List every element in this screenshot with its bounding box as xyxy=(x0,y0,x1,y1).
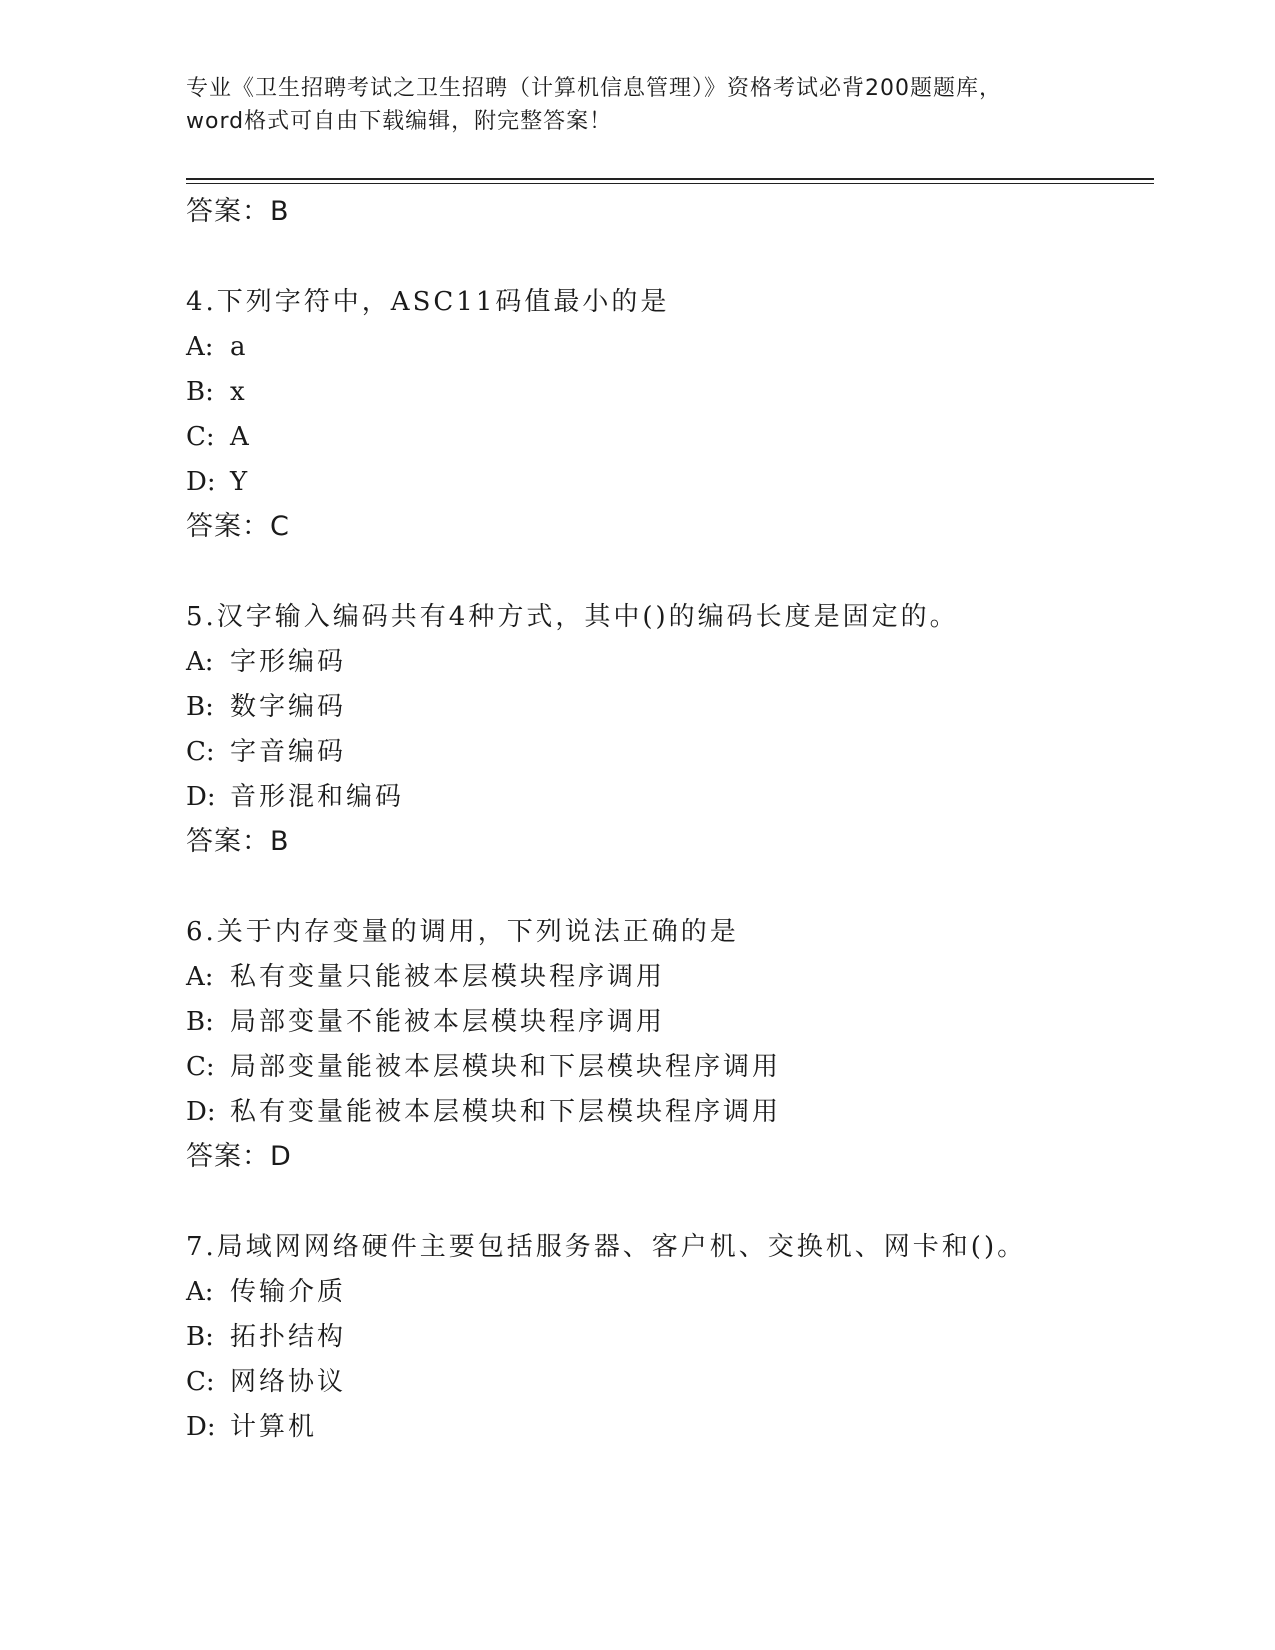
spacer xyxy=(186,234,1154,280)
question-block xyxy=(186,1225,1154,1450)
question-block xyxy=(186,910,1154,1179)
spacer xyxy=(186,1179,1154,1225)
option-c xyxy=(186,1360,1154,1405)
option-text: 局部变量能被本层模块和下层模块程序调用 xyxy=(230,1052,782,1082)
option-letter: D: xyxy=(186,1412,216,1442)
answer-label: 答案：B xyxy=(186,826,290,857)
option-text: 数字编码 xyxy=(230,692,347,722)
document-header xyxy=(186,72,1086,138)
option-a xyxy=(186,325,1154,370)
option-letter: A: xyxy=(186,962,214,992)
option-a xyxy=(186,955,1154,1000)
option-text: 音形混和编码 xyxy=(230,782,405,812)
question-stem: 7.局域网网络硬件主要包括服务器、客户机、交换机、网卡和()。 xyxy=(186,1232,1027,1262)
option-d xyxy=(186,1090,1154,1135)
option-text: 网络协议 xyxy=(230,1367,347,1397)
option-b xyxy=(186,370,1154,415)
answer-label: 答案：B xyxy=(186,196,290,227)
option-letter: B: xyxy=(186,692,214,722)
question-block xyxy=(186,595,1154,864)
option-b xyxy=(186,685,1154,730)
question-stem: 5.汉字输入编码共有4种方式，其中()的编码长度是固定的。 xyxy=(186,602,959,632)
option-b xyxy=(186,1000,1154,1045)
option-d xyxy=(186,1405,1154,1450)
option-text: 私有变量能被本层模块和下层模块程序调用 xyxy=(230,1097,782,1127)
option-text: Y xyxy=(230,467,251,497)
question-stem: 4.下列字符中，ASC11码值最小的是 xyxy=(186,287,670,317)
option-b xyxy=(186,1315,1154,1360)
option-text: A xyxy=(230,422,252,452)
option-letter: A: xyxy=(186,647,214,677)
option-text: 传输介质 xyxy=(230,1277,347,1307)
option-letter: C: xyxy=(186,422,215,452)
answer-label: 答案：C xyxy=(186,511,290,542)
spacer xyxy=(186,549,1154,595)
question-block xyxy=(186,280,1154,549)
option-c xyxy=(186,415,1154,460)
header-rule-thick xyxy=(186,178,1154,180)
option-letter: D: xyxy=(186,467,216,497)
option-letter: C: xyxy=(186,1367,215,1397)
header-rule-thin xyxy=(186,183,1154,184)
option-text: 拓扑结构 xyxy=(230,1322,347,1352)
question-stem: 6.关于内存变量的调用，下列说法正确的是 xyxy=(186,917,739,947)
answer-label: 答案：D xyxy=(186,1141,292,1172)
option-c xyxy=(186,1045,1154,1090)
option-letter: B: xyxy=(186,1322,214,1352)
spacer xyxy=(186,864,1154,910)
option-d xyxy=(186,775,1154,820)
option-text: 字音编码 xyxy=(230,737,347,767)
option-text: 私有变量只能被本层模块程序调用 xyxy=(230,962,666,992)
option-text: x xyxy=(230,377,248,407)
option-letter: B: xyxy=(186,1007,214,1037)
option-a xyxy=(186,1270,1154,1315)
option-letter: D: xyxy=(186,1097,216,1127)
header-line-2: word格式可自由下载编辑，附完整答案！ xyxy=(186,109,613,134)
option-c xyxy=(186,730,1154,775)
option-letter: C: xyxy=(186,1052,215,1082)
option-a xyxy=(186,640,1154,685)
option-letter: A: xyxy=(186,332,214,362)
option-letter: D: xyxy=(186,782,216,812)
option-text: 局部变量不能被本层模块程序调用 xyxy=(230,1007,666,1037)
option-text: a xyxy=(230,332,249,362)
option-letter: B: xyxy=(186,377,214,407)
option-text: 字形编码 xyxy=(230,647,347,677)
option-text: 计算机 xyxy=(230,1412,318,1442)
option-d xyxy=(186,460,1154,505)
header-line-1: 专业《卫生招聘考试之卫生招聘（计算机信息管理）》资格考试必背200题题库， xyxy=(186,76,1002,101)
option-letter: A: xyxy=(186,1277,214,1307)
option-letter: C: xyxy=(186,737,215,767)
document-body xyxy=(186,190,1154,1450)
